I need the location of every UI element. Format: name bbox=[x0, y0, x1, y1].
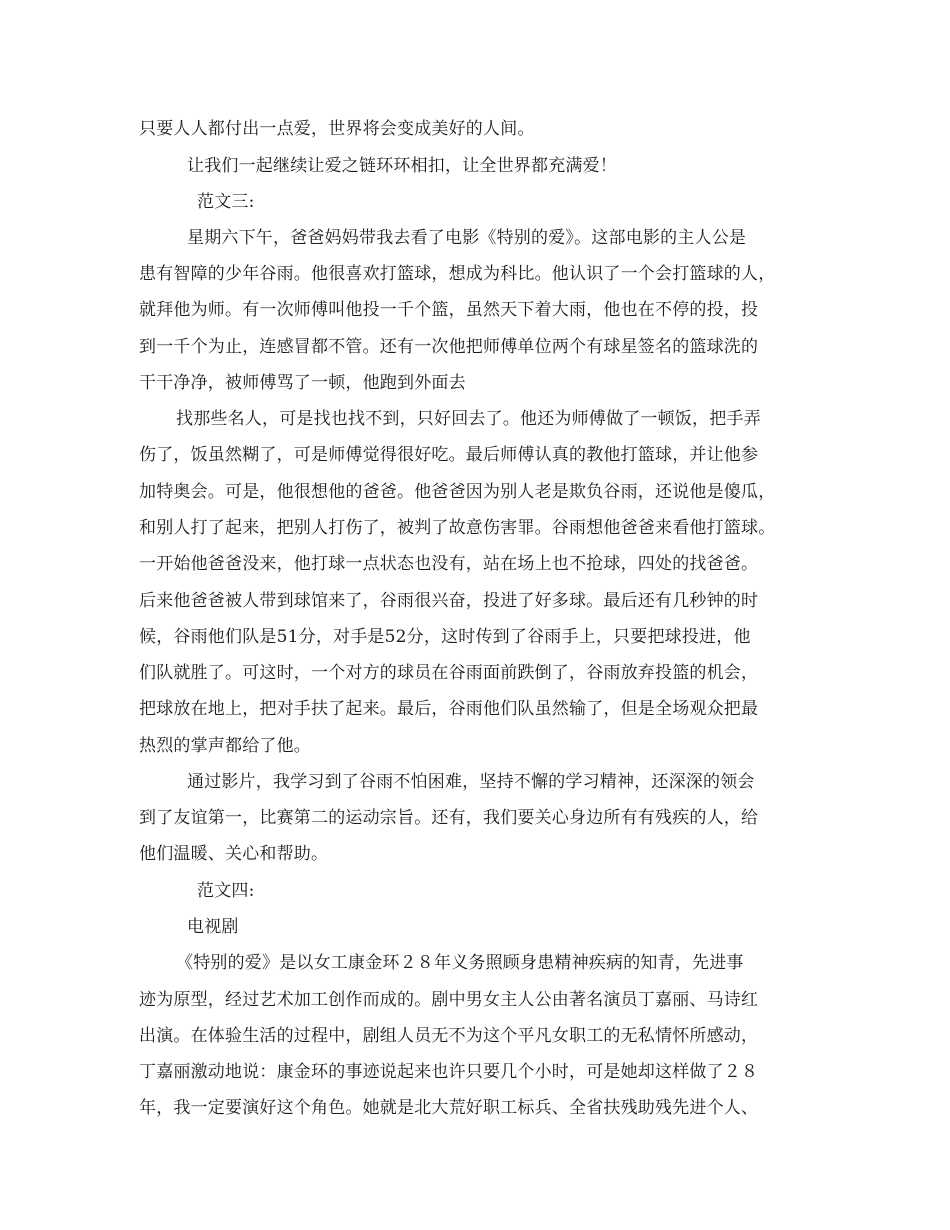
text-line: 他们温暖、关心和帮助。 bbox=[139, 844, 329, 864]
text-line: 伤了，饭虽然糊了，可是师傅觉得很好吃。最后师傅认真的教他打篮球，并让他参 bbox=[139, 445, 759, 465]
text-line: 加特奥会。可是，他很想他的爸爸。他爸爸因为别人老是欺负谷雨，还说他是傻瓜， bbox=[139, 482, 776, 502]
text-line: 星期六下午，爸爸妈妈带我去看了电影《特别的爱》。这部电影的主人公是 bbox=[187, 228, 747, 248]
text-line: 到一千个为止，连感冒都不管。还有一次他把师傅单位两个有球星签名的篮球洗的 bbox=[139, 337, 759, 357]
text-line: 和别人打了起来，把别人打伤了，被判了故意伤害罪。谷雨想他爸爸来看他打篮球。 bbox=[139, 518, 776, 538]
text-line: 就拜他为师。有一次师傅叫他投一千个篮，虽然天下着大雨，他也在不停的投，投 bbox=[139, 300, 759, 320]
text-line: 迹为原型，经过艺术加工创作而成的。剧中男女主人公由著名演员丁嘉丽、马诗红 bbox=[139, 990, 759, 1010]
text-line: 找那些名人，可是找也找不到，只好回去了。他还为师傅做了一顿饭，把手弄 bbox=[176, 409, 761, 429]
text-line: 们队就胜了。可这时，一个对方的球员在谷雨面前跌倒了，谷雨放弃投篮的机会， bbox=[139, 663, 759, 683]
section-heading: 范文三: bbox=[197, 192, 255, 212]
text-line: 让我们一起继续让爱之链环环相扣，让全世界都充满爱！ bbox=[187, 156, 617, 176]
text-line: 年，我一定要演好这个角色。她就是北大荒好职工标兵、全省扶残助残先进个人、 bbox=[139, 1098, 759, 1118]
text-line: 丁嘉丽激动地说：康金环的事迹说起来也许只要几个小时，可是她却这样做了２８ bbox=[139, 1062, 759, 1082]
text-line: 只要人人都付出一点爱，世界将会变成美好的人间。 bbox=[139, 119, 535, 139]
text-line: 患有智障的少年谷雨。他很喜欢打篮球，想成为科比。他认识了一个会打篮球的人， bbox=[139, 264, 776, 284]
text-line: 后来他爸爸被人带到球馆来了，谷雨很兴奋，投进了好多球。最后还有几秒钟的时 bbox=[139, 591, 759, 611]
text-line: 候，谷雨他们队是51分，对手是52分，这时传到了谷雨手上，只要把球投进，他 bbox=[139, 627, 751, 647]
text-line: 把球放在地上，把对手扶了起来。最后，谷雨他们队虽然输了，但是全场观众把最 bbox=[139, 699, 759, 719]
text-line: 热烈的掌声都给了他。 bbox=[139, 736, 311, 756]
section-heading: 范文四: bbox=[197, 881, 255, 901]
text-line: 出演。在体验生活的过程中，剧组人员无不为这个平凡女职工的无私情怀所感动， bbox=[139, 1026, 759, 1046]
subheading: 电视剧 bbox=[187, 917, 239, 937]
text-line: 到了友谊第一，比赛第二的运动宗旨。还有，我们要关心身边所有有残疾的人，给 bbox=[139, 808, 759, 828]
text-line: 《特别的爱》是以女工康金环２８年义务照顾身患精神疾病的知青，先进事 bbox=[176, 953, 744, 973]
text-line: 干干净净，被师傅骂了一顿，他跑到外面去 bbox=[139, 373, 466, 393]
text-line: 一开始他爸爸没来，他打球一点状态也没有，站在场上也不抢球，四处的找爸爸。 bbox=[139, 554, 759, 574]
text-line: 通过影片，我学习到了谷雨不怕困难，坚持不懈的学习精神，还深深的领会 bbox=[187, 772, 755, 792]
